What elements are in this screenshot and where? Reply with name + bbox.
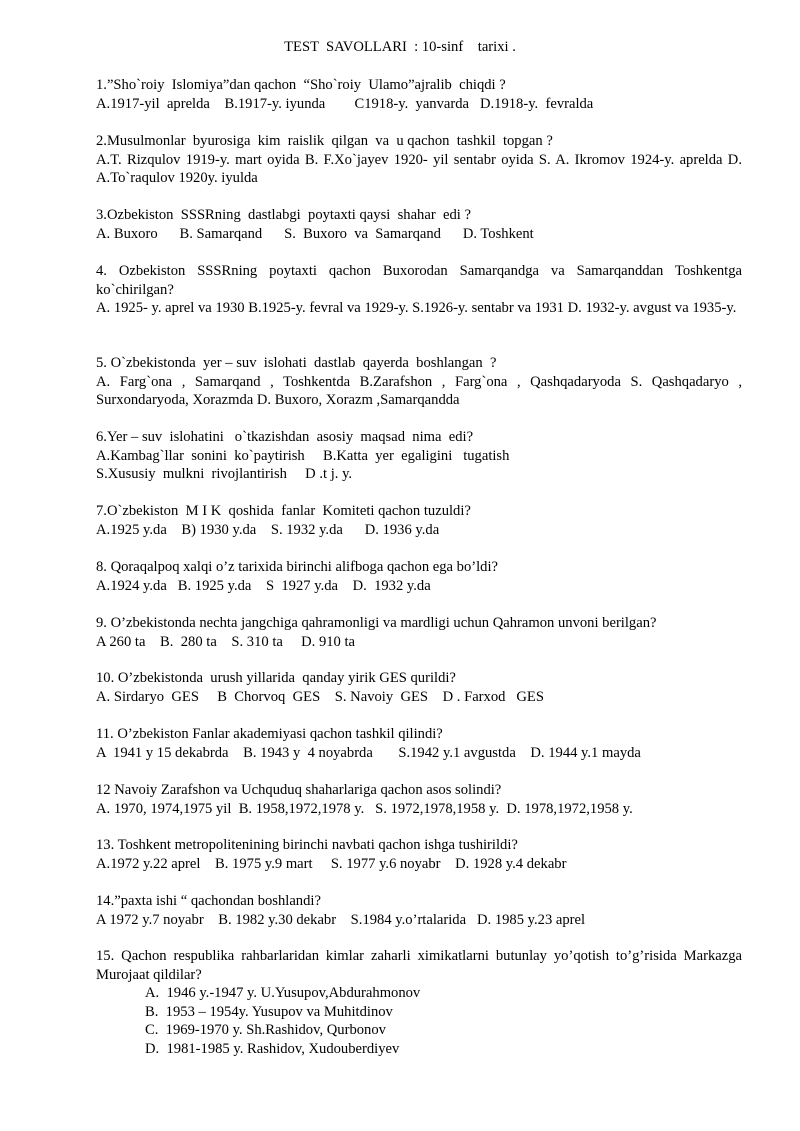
question-text: 15. Qachon respublika rahbarlaridan kimlar zaharli ximikatlarni butunlay yo’qotish to’g’risida Markazga Murojaat qildilar?: [96, 948, 742, 983]
answer-options: A.1917-yil aprelda B.1917-y. iyunda C1918-y. yanvarda D.1918-y. fevralda: [96, 95, 594, 112]
question-9: [58, 614, 742, 651]
answer-options: A. Farg`ona , Samarqand , Toshkentda B.Zarafshon , Farg`ona , Qashqadaryoda S. Qashqadaryo , Surxondaryoda, Xorazmda D. Buxoro, Xorazm ,Samarqandda: [96, 373, 742, 408]
question-7: [58, 502, 742, 539]
question-text: 10. O’zbekistonda urush yillarida qanday yirik GES qurildi?: [96, 670, 456, 686]
answer-options: A 260 ta B. 280 ta S. 310 ta D. 910 ta: [96, 633, 356, 650]
answer-options: A.1972 y.22 aprel B. 1975 y.9 mart S. 1977 y.6 noyabr D. 1928 y.4 dekabr: [96, 855, 567, 872]
answer-option-a: A. 1946 y.-1947 y. U.Yusupov,Abdurahmonov: [145, 985, 421, 1001]
question-text: 9. O’zbekistonda nechta jangchiga qahramonligi va mardligi uchun Qahramon unvoni berilgan?: [96, 615, 657, 631]
question-text: 14.”paxta ishi “ qachondan boshlandi?: [96, 893, 321, 909]
question-4: [58, 262, 742, 318]
question-6: [58, 428, 742, 484]
question-11: [58, 725, 742, 762]
question-3: [58, 206, 742, 243]
answer-option-b: B. 1953 – 1954y. Yusupov va Muhitdinov: [145, 1003, 393, 1020]
document-title: TEST SAVOLLARI : 10-sinf tarixi .: [284, 39, 516, 55]
answer-options: A.1925 y.da B) 1930 y.da S. 1932 y.da D. 1936 y.da: [96, 521, 440, 538]
question-text: 11. O’zbekiston Fanlar akademiyasi qachon tashkil qilindi?: [96, 726, 443, 742]
answer-options: A. 1925- y. aprel va 1930 B.1925-y. fevral va 1929-y. S.1926-y. sentabr va 1931 D. 1932-y. avgust va 1935-y.: [96, 300, 737, 316]
question-text: 1.”Sho`roiy Islomiya”dan qachon “Sho`roiy Ulamo”ajralib chiqdi ?: [96, 77, 506, 93]
question-5: [58, 354, 742, 410]
question-1: [58, 76, 742, 113]
question-text: 13. Toshkent metropolitenining birinchi navbati qachon ishga tushirildi?: [96, 837, 518, 853]
question-text: 4. Ozbekiston SSSRning poytaxti qachon Buxorodan Samarqandga va Samarqanddan Toshkentga ko`chirilgan?: [96, 263, 742, 298]
question-text: 6.Yer – suv islohatini o`tkazishdan asosiy maqsad nima edi?: [96, 429, 474, 445]
question-text: 7.O`zbekiston M I K qoshida fanlar Komiteti qachon tuzuldi?: [96, 503, 471, 519]
question-text: 5. O`zbekistonda yer – suv islohati dastlab qayerda boshlangan ?: [96, 355, 497, 371]
question-2: [58, 132, 742, 188]
question-10: [58, 669, 742, 706]
answer-options-line: S.Xususiy mulkni rivojlantirish D .t j. y.: [96, 466, 353, 482]
question-12: [58, 781, 742, 818]
question-15: [58, 947, 742, 1058]
question-text: 3.Ozbekiston SSSRning dastlabgi poytaxti qaysi shahar edi ?: [96, 207, 471, 223]
answer-options-line: A.Kambag`llar sonini ko`paytirish B.Katta yer egaligini tugatish: [96, 447, 510, 464]
answer-option-d: D. 1981-1985 y. Rashidov, Xudouberdiyev: [145, 1040, 400, 1057]
answer-option-c: C. 1969-1970 y. Sh.Rashidov, Qurbonov: [145, 1022, 386, 1038]
answer-options: A. 1970, 1974,1975 yil B. 1958,1972,1978 y. S. 1972,1978,1958 y. D. 1978,1972,1958 y.: [96, 800, 633, 817]
question-13: [58, 836, 742, 873]
question-8: [58, 558, 742, 595]
answer-options: A.T. Rizqulov 1919-y. mart oyida B. F.Xo`jayev 1920- yil sentabr oyida S. A. Ikromov 1924-y. aprelda D. A.To`raqulov 1920y. iyulda: [96, 151, 742, 186]
question-text: 2.Musulmonlar byurosiga kim raislik qilgan va u qachon tashkil topgan ?: [96, 133, 553, 149]
answer-options: A 1941 y 15 dekabrda B. 1943 y 4 noyabrda S.1942 y.1 avgustda D. 1944 y.1 mayda: [96, 744, 641, 761]
answer-options: A. Sirdaryo GES B Chorvoq GES S. Navoiy GES D . Farxod GES: [96, 688, 544, 705]
question-14: [58, 892, 742, 929]
answer-options: A.1924 y.da B. 1925 y.da S 1927 y.da D. 1932 y.da: [96, 577, 431, 594]
question-text: 8. Qoraqalpoq xalqi o’z tarixida birinchi alifboga qachon ega bo’ldi?: [96, 559, 498, 575]
answer-options: A. Buxoro B. Samarqand S. Buxoro va Samarqand D. Toshkent: [96, 225, 534, 242]
question-text: 12 Navoiy Zarafshon va Uchquduq shaharlariga qachon asos solindi?: [96, 782, 502, 798]
answer-options: A 1972 y.7 noyabr B. 1982 y.30 dekabr S.1984 y.o’rtalarida D. 1985 y.23 aprel: [96, 911, 586, 928]
